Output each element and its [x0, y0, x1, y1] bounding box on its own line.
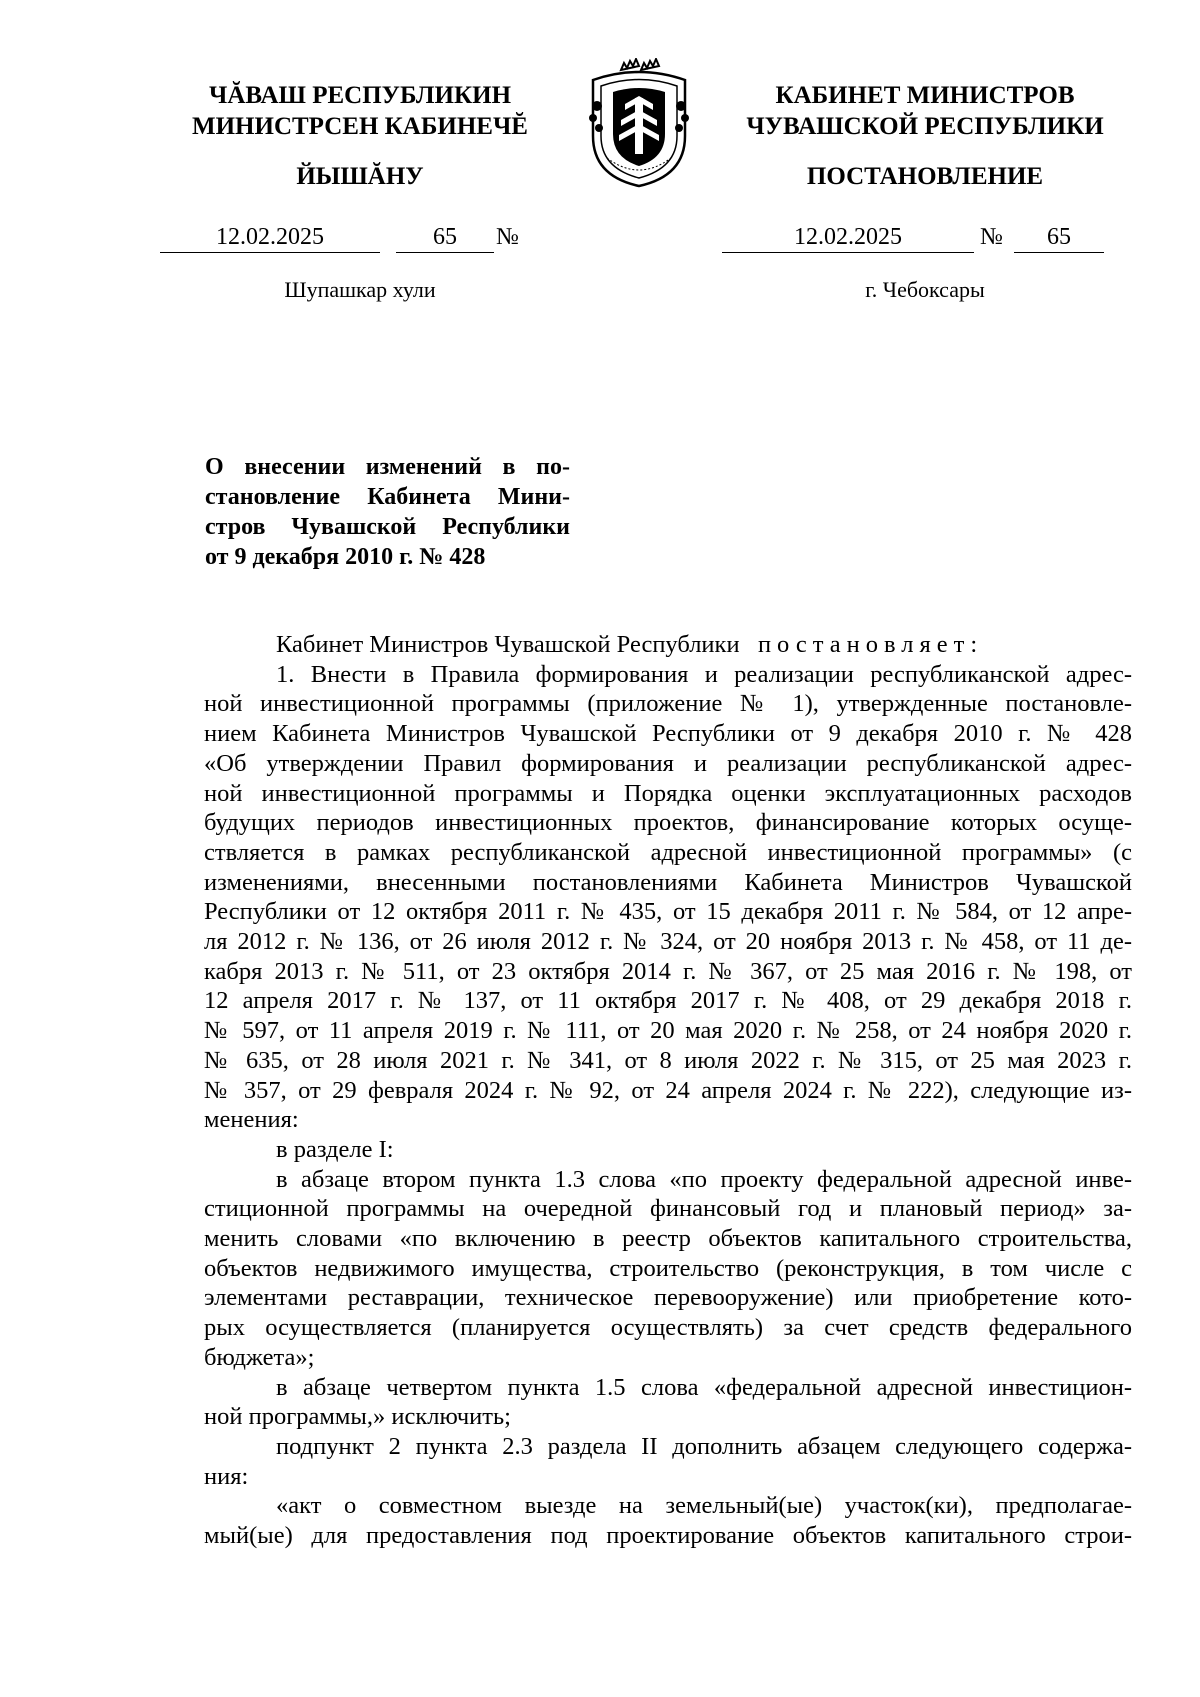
body-line: стиционной программы на очередной финансовый год и плановый период» за- — [204, 1195, 1132, 1223]
body-line: будущих периодов инвестиционных проектов, финансирование которых осуще- — [204, 809, 1132, 837]
body-line: ной инвестиционной программы (приложение № 1), утвержденные постановле- — [204, 690, 1132, 718]
body-line: в разделе I: — [276, 1135, 394, 1163]
body-line: «Об утверждении Правил формирования и реализации республиканской адрес- — [204, 749, 1132, 777]
body-line: ля 2012 г. № 136, от 26 июля 2012 г. № 324, от 20 ноября 2013 г. № 458, от 11 де- — [204, 928, 1132, 956]
header-right-line1: КАБИНЕТ МИНИСТРОВ — [775, 82, 1075, 109]
registration-left-number: 65 — [396, 222, 494, 253]
title-line: стров Чувашской Республики — [205, 514, 570, 540]
registration-left-number-sign: № — [496, 224, 519, 250]
city-right: г. Чебоксары — [865, 277, 985, 302]
city-left: Шупашкар хули — [284, 277, 436, 302]
body-line: 12 апреля 2017 г. № 137, от 11 октября 2017 г. № 408, от 29 декабря 2018 г. — [204, 987, 1132, 1015]
header-left-doc-type: ЙЫШĂНУ — [296, 163, 424, 190]
body-line: № 357, от 29 февраля 2024 г. № 92, от 24 апреля 2024 г. № 222), следующие из- — [204, 1076, 1132, 1104]
body-line: нием Кабинета Министров Чувашской Республики от 9 декабря 2010 г. № 428 — [204, 720, 1132, 748]
header-right-org — [720, 80, 1130, 142]
header-left-line1: ЧĂВАШ РЕСПУБЛИКИН — [208, 82, 512, 109]
header-right-doc-type: ПОСТАНОВЛЕНИЕ — [806, 163, 1044, 190]
body-line: 1. Внести в Правила формирования и реализации республиканской адрес- — [276, 660, 1132, 688]
intro-verb: постановляет: — [757, 631, 984, 658]
body-line: № 597, от 11 апреля 2019 г. № 111, от 20 мая 2020 г. № 258, от 24 ноября 2020 г. — [204, 1017, 1132, 1045]
registration-right-number: 65 — [1014, 222, 1104, 253]
header-left-org — [160, 80, 560, 142]
body-line: мый(ые) для предоставления под проектирование объектов капитального строи- — [204, 1522, 1132, 1550]
body-intro — [204, 630, 1132, 660]
header-right-line2: ЧУВАШСКОЙ РЕСПУБЛИКИ — [746, 113, 1104, 140]
body-line: в абзаце втором пункта 1.3 слова «по проекту федеральной адресной инве- — [276, 1165, 1132, 1193]
body-line: бюджета»; — [204, 1343, 315, 1371]
body-line: менить словами «по включению в реестр объектов капитального строительства, — [204, 1225, 1132, 1253]
body-line: ной инвестиционной программы и Порядка оценки эксплуатационных расходов — [204, 779, 1132, 807]
body-line: № 635, от 28 июля 2021 г. № 341, от 8 июля 2022 г. № 315, от 25 мая 2023 г. — [204, 1046, 1132, 1074]
body-line: Республики от 12 октября 2011 г. № 435, от 15 декабря 2011 г. № 584, от 12 апре- — [204, 898, 1132, 926]
registration-left-date: 12.02.2025 — [160, 222, 380, 253]
body-line: кабря 2013 г. № 511, от 23 октября 2014 г. № 367, от 25 мая 2016 г. № 198, от — [204, 957, 1132, 985]
body-line: изменениями, внесенными постановлениями Кабинета Министров Чувашской — [204, 868, 1132, 896]
title-line: О внесении изменений в по- — [205, 454, 570, 480]
header-left-line2: МИНИСТРСЕН КАБИНЕЧĔ — [192, 113, 528, 140]
body-line: рых осуществляется (планируется осуществлять) за счет средств федерального — [204, 1314, 1132, 1342]
title-line: становление Кабинета Мини- — [205, 484, 570, 510]
registration-right-number-sign: № — [980, 224, 1003, 250]
intro-text: Кабинет Министров Чувашской Республики — [276, 631, 740, 658]
body-line: подпункт 2 пункта 2.3 раздела II дополнить абзацем следующего содержа- — [276, 1432, 1132, 1460]
body-line: ной программы,» исключить; — [204, 1403, 511, 1431]
title-line: от 9 декабря 2010 г. № 428 — [205, 544, 486, 570]
registration-left — [160, 222, 560, 252]
body-line: ствляется в рамках республиканской адресной инвестиционной программы» (с — [204, 838, 1132, 866]
chuvash-coat-of-arms-icon — [571, 58, 707, 192]
body-line: ния: — [204, 1462, 249, 1490]
body-line: менения: — [204, 1106, 299, 1134]
registration-right — [722, 222, 1132, 252]
document-body — [204, 630, 1132, 1551]
body-line: «акт о совместном выезде на земельный(ые) участок(ки), предполагае- — [276, 1492, 1132, 1520]
body-line: в абзаце четвертом пункта 1.5 слова «федеральной адресной инвестицион- — [276, 1373, 1132, 1401]
document-title — [205, 452, 570, 572]
body-line: элементами реставрации, техническое перевооружение) или приобретение кото- — [204, 1284, 1132, 1312]
body-line: объектов недвижимого имущества, строительство (реконструкция, в том числе с — [204, 1254, 1132, 1282]
registration-right-date: 12.02.2025 — [722, 222, 974, 253]
